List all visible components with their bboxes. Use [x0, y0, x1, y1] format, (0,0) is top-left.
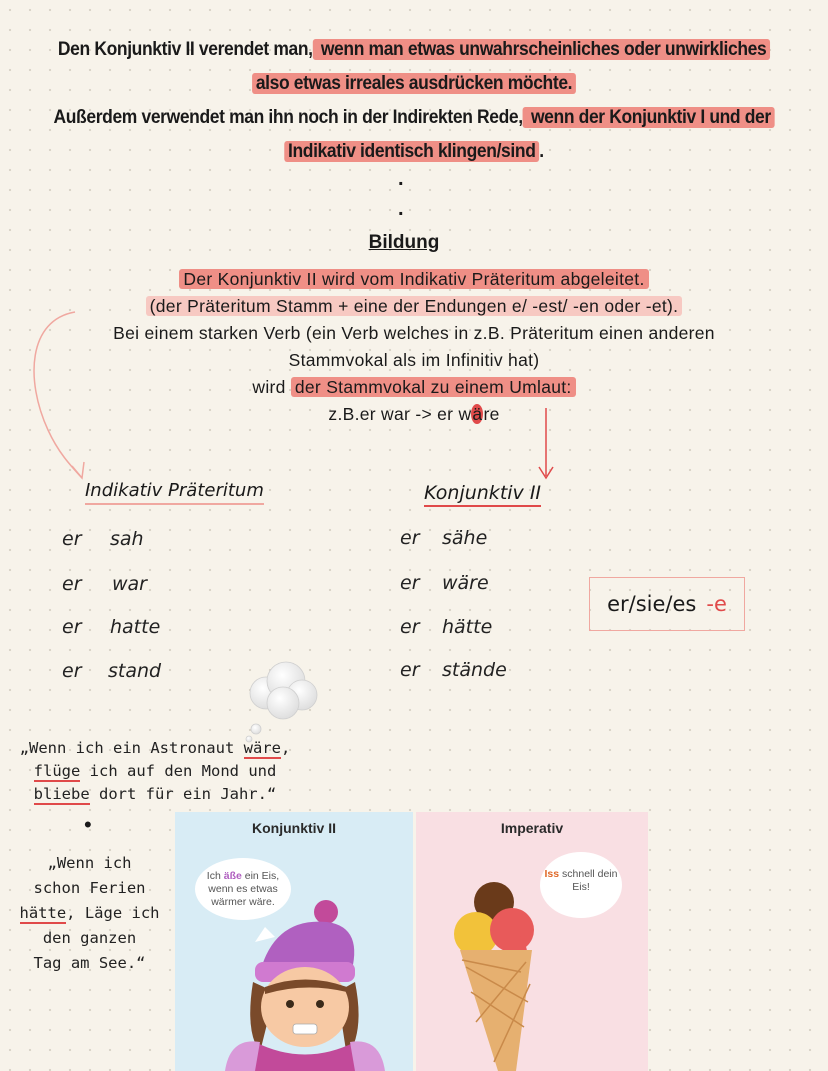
quote2-line-5: Tag am See.“: [33, 954, 146, 972]
konjunktiv-pron-4: er: [400, 659, 420, 681]
quote2-line-1: „Wenn ich: [47, 854, 132, 872]
speech-bubble-right: Iss schnell dein Eis!: [540, 852, 622, 918]
arrow-left-curve: [34, 312, 82, 478]
indikativ-verb-3: hatte: [110, 616, 161, 638]
quote1-line-3: bliebe dort für ein Jahr.“: [33, 785, 277, 803]
bildung-line-4: Stammvokal als im Infinitiv hat): [288, 350, 540, 370]
cold-girl-illustration: [215, 892, 405, 1071]
dot-2: .: [398, 198, 404, 220]
bildung-line-2: (der Präteritum Stamm + eine der Endungen e/ -est/ -en oder -et).: [20, 293, 808, 320]
quote1-line-1: „Wenn ich ein Astronaut wäre,: [19, 739, 291, 757]
konjunktiv-verb-2: wäre: [442, 572, 489, 594]
quote-ferien: [12, 851, 167, 976]
panel-imperativ: [416, 812, 648, 1071]
konjunktiv-verb-3: hätte: [442, 616, 493, 638]
konjunktiv-verb-4: stände: [442, 659, 507, 681]
bildung-line-5: wird der Stammvokal zu einem Umlaut:: [20, 374, 808, 401]
thought-cloud-icon: [238, 655, 328, 745]
indikativ-verb-1: sah: [110, 528, 144, 550]
intro-line-4: Indikativ identisch klingen/sind .: [33, 135, 795, 169]
indikativ-pron-3: er: [62, 616, 82, 638]
bullet-point: •: [84, 812, 92, 837]
intro-line-2: also etwas irreales ausdrücken möchte.: [33, 67, 795, 101]
quote2-line-3: hätte, Läge ich: [19, 904, 160, 922]
quote2-line-4: den ganzen: [42, 929, 137, 947]
bildung-line-6: z.B.er war -> er wäre: [328, 404, 500, 424]
ending-box: [589, 577, 745, 631]
indikativ-title: Indikativ Präteritum: [85, 480, 264, 505]
indikativ-pron-1: er: [62, 528, 82, 550]
konjunktiv-verb-1: sähe: [442, 527, 488, 549]
konjunktiv-pron-1: er: [400, 527, 420, 549]
indikativ-pron-4: er: [62, 660, 82, 682]
indikativ-pron-2: er: [62, 573, 82, 595]
quote2-line-2: schon Ferien: [33, 879, 146, 897]
bildung-line-3: Bei einem starken Verb (ein Verb welches in z.B. Präteritum einen anderen: [113, 323, 715, 343]
panel-imperativ-title: Imperativ: [500, 820, 564, 836]
intro-line-1: Den Konjunktiv II verendet man, wenn man etwas unwahrscheinliches oder unwirkliches: [33, 33, 795, 67]
section-title-bildung: Bildung: [368, 232, 440, 253]
quote-astronaut: [0, 737, 310, 806]
panel-konjunktiv-title: Konjunktiv II: [252, 820, 336, 836]
ending-suffix: -e: [706, 592, 727, 616]
dot-1: .: [398, 168, 404, 190]
ice-cream-cone-icon: [436, 872, 576, 1071]
konjunktiv-pron-2: er: [400, 572, 420, 594]
quote1-line-2: flüge ich auf den Mond und: [33, 762, 277, 780]
konjunktiv-pron-3: er: [400, 616, 420, 638]
konjunktiv-title: Konjunktiv II: [424, 482, 541, 507]
intro-line-3: Außerdem verwendet man ihn noch in der Indirekten Rede, wenn der Konjunktiv I und der: [33, 101, 795, 135]
bildung-line-1: Der Konjunktiv II wird vom Indikativ Präteritum abgeleitet.: [20, 266, 808, 293]
panel-konjunktiv: [175, 812, 413, 1071]
indikativ-verb-4: stand: [108, 660, 162, 682]
speech-bubble-left: Ich äße ein Eis, wenn es etwas wärmer wäre.: [195, 858, 291, 920]
indikativ-verb-2: war: [112, 573, 147, 595]
ending-pronouns: er/sie/es: [607, 592, 697, 616]
